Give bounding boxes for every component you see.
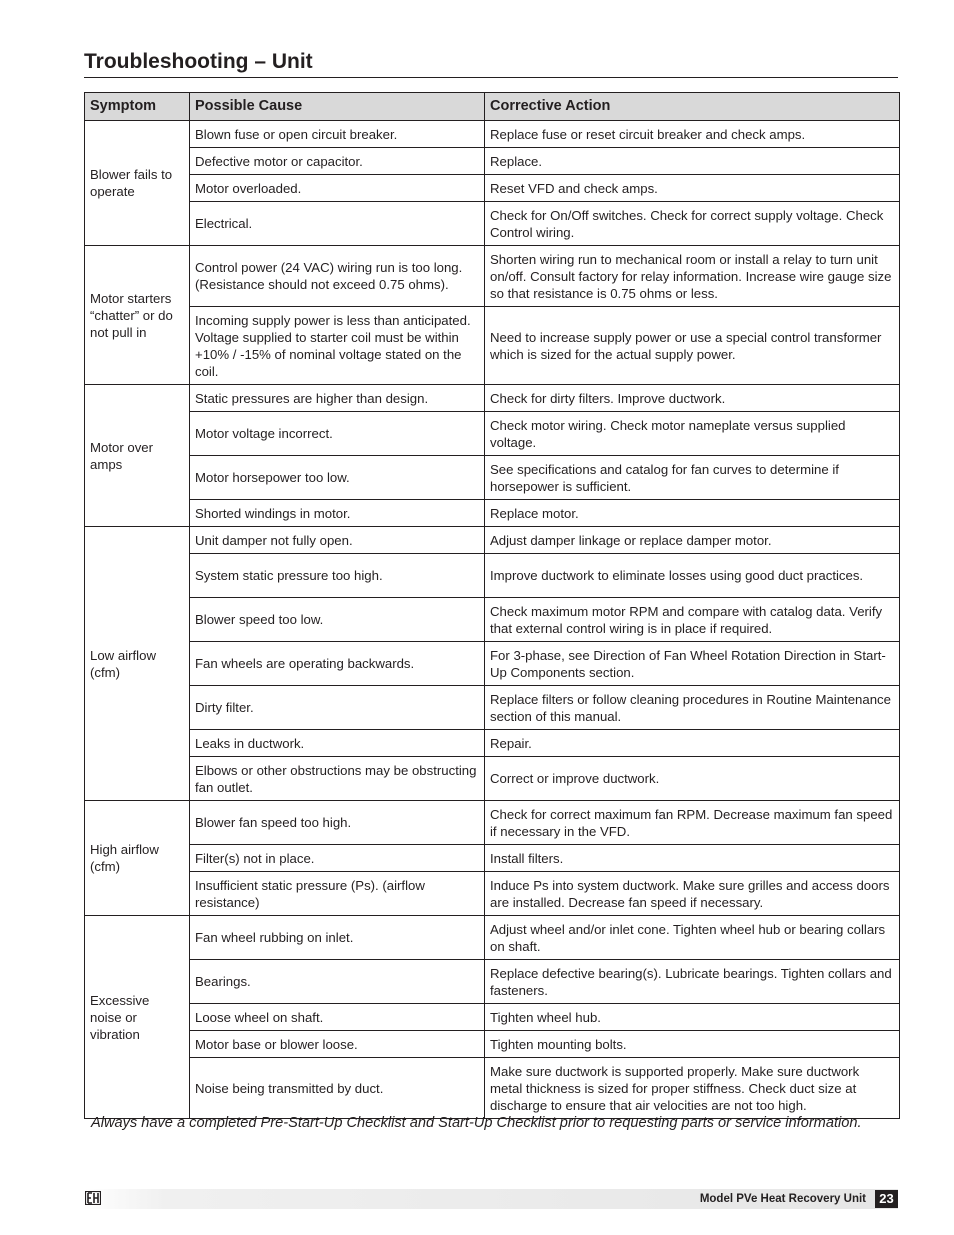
table-row (85, 872, 900, 916)
symptom-cell: Motor over amps (85, 385, 190, 527)
header-possible-cause: Possible Cause (190, 93, 485, 121)
action-cell: Induce Ps into system ductwork. Make sure grilles and access doors are installed. Decrease fan speed if necessary. (485, 872, 900, 916)
action-cell: See specifications and catalog for fan curves to determine if horsepower is sufficient. (485, 456, 900, 500)
action-cell: Replace defective bearing(s). Lubricate bearings. Tighten collars and fasteners. (485, 960, 900, 1004)
table-row (85, 1004, 900, 1031)
cause-cell: Blower speed too low. (190, 598, 485, 642)
symptom-cell: Blower fails to operate (85, 121, 190, 246)
action-cell: Adjust damper linkage or replace damper motor. (485, 527, 900, 554)
cause-cell: Loose wheel on shaft. (190, 1004, 485, 1031)
action-cell: Check motor wiring. Check motor nameplate versus supplied voltage. (485, 412, 900, 456)
cause-cell: Bearings. (190, 960, 485, 1004)
greenheck-logo-icon (85, 1191, 101, 1205)
table-row (85, 385, 900, 412)
action-cell: Need to increase supply power or use a special control transformer which is sized for the actual supply power. (485, 307, 900, 385)
table-row (85, 148, 900, 175)
cause-cell: Motor horsepower too low. (190, 456, 485, 500)
cause-cell: Shorted windings in motor. (190, 500, 485, 527)
cause-cell: Motor overloaded. (190, 175, 485, 202)
header-symptom: Symptom (85, 93, 190, 121)
symptom-cell: Motor starters “chatter” or do not pull in (85, 246, 190, 385)
table-row (85, 642, 900, 686)
table-row (85, 1058, 900, 1119)
action-cell: Shorten wiring run to mechanical room or install a relay to turn unit on/off. Consult factory for relay information. Increase wire gauge size so that resistance is 0.75 ohms or less. (485, 246, 900, 307)
action-cell: Check for dirty filters. Improve ductwork. (485, 385, 900, 412)
action-cell: Repair. (485, 730, 900, 757)
cause-cell: Elbows or other obstructions may be obstructing fan outlet. (190, 757, 485, 801)
cause-cell: Defective motor or capacitor. (190, 148, 485, 175)
cause-cell: Motor voltage incorrect. (190, 412, 485, 456)
action-cell: Reset VFD and check amps. (485, 175, 900, 202)
cause-cell: Control power (24 VAC) wiring run is too long. (Resistance should not exceed 0.75 ohms). (190, 246, 485, 307)
table-body (85, 121, 900, 1119)
action-cell: For 3-phase, see Direction of Fan Wheel Rotation Direction in Start-Up Components section. (485, 642, 900, 686)
table-row (85, 121, 900, 148)
cause-cell: Unit damper not fully open. (190, 527, 485, 554)
table-header-row (85, 93, 900, 121)
symptom-cell: Excessive noise or vibration (85, 916, 190, 1119)
action-cell: Adjust wheel and/or inlet cone. Tighten wheel hub or bearing collars on shaft. (485, 916, 900, 960)
cause-cell: Filter(s) not in place. (190, 845, 485, 872)
cause-cell: Insufficient static pressure (Ps). (airflow resistance) (190, 872, 485, 916)
table-row (85, 1031, 900, 1058)
action-cell: Install filters. (485, 845, 900, 872)
action-cell: Make sure ductwork is supported properly. Make sure ductwork metal thickness is sized for proper stiffness. Check duct size at discharge to ensure that air velocities are not too high. (485, 1058, 900, 1119)
header-corrective-action: Corrective Action (485, 93, 900, 121)
footer-model-text: Model PVe Heat Recovery Unit (699, 1193, 866, 1205)
cause-cell: Motor base or blower loose. (190, 1031, 485, 1058)
action-cell: Check for correct maximum fan RPM. Decrease maximum fan speed if necessary in the VFD. (485, 801, 900, 845)
troubleshooting-table (84, 92, 900, 1119)
cause-cell: Fan wheels are operating backwards. (190, 642, 485, 686)
cause-cell: Electrical. (190, 202, 485, 246)
table-row (85, 527, 900, 554)
table-row (85, 845, 900, 872)
cause-cell: Blower fan speed too high. (190, 801, 485, 845)
table-row (85, 598, 900, 642)
table-row (85, 202, 900, 246)
page-number: 23 (875, 1190, 898, 1208)
cause-cell: Static pressures are higher than design. (190, 385, 485, 412)
action-cell: Correct or improve ductwork. (485, 757, 900, 801)
cause-cell: Blown fuse or open circuit breaker. (190, 121, 485, 148)
cause-cell: Incoming supply power is less than anticipated. Voltage supplied to starter coil must be within +10% / -15% of nominal voltage stated on the coil. (190, 307, 485, 385)
table-row (85, 730, 900, 757)
table-row (85, 456, 900, 500)
table-row (85, 412, 900, 456)
symptom-cell: High airflow (cfm) (85, 801, 190, 916)
table-row (85, 960, 900, 1004)
cause-cell: Leaks in ductwork. (190, 730, 485, 757)
cause-cell: Dirty filter. (190, 686, 485, 730)
table-row (85, 554, 900, 598)
action-cell: Replace filters or follow cleaning procedures in Routine Maintenance section of this manual. (485, 686, 900, 730)
checklist-note: Always have a completed Pre-Start-Up Checklist and Start-Up Checklist prior to requesting parts or service information. (91, 1115, 862, 1131)
action-cell: Tighten wheel hub. (485, 1004, 900, 1031)
action-cell: Replace. (485, 148, 900, 175)
action-cell: Tighten mounting bolts. (485, 1031, 900, 1058)
table-row (85, 916, 900, 960)
symptom-cell: Low airflow (cfm) (85, 527, 190, 801)
table-row (85, 246, 900, 307)
action-cell: Improve ductwork to eliminate losses using good duct practices. (485, 554, 900, 598)
cause-cell: Noise being transmitted by duct. (190, 1058, 485, 1119)
table-row (85, 686, 900, 730)
cause-cell: System static pressure too high. (190, 554, 485, 598)
action-cell: Check for On/Off switches. Check for correct supply voltage. Check Control wiring. (485, 202, 900, 246)
action-cell: Replace fuse or reset circuit breaker and check amps. (485, 121, 900, 148)
table-row (85, 175, 900, 202)
table-row (85, 307, 900, 385)
cause-cell: Fan wheel rubbing on inlet. (190, 916, 485, 960)
action-cell: Replace motor. (485, 500, 900, 527)
table-row (85, 757, 900, 801)
table-row (85, 500, 900, 527)
action-cell: Check maximum motor RPM and compare with catalog data. Verify that external control wiring is in place if required. (485, 598, 900, 642)
table-row (85, 801, 900, 845)
page-title: Troubleshooting – Unit (84, 50, 898, 78)
